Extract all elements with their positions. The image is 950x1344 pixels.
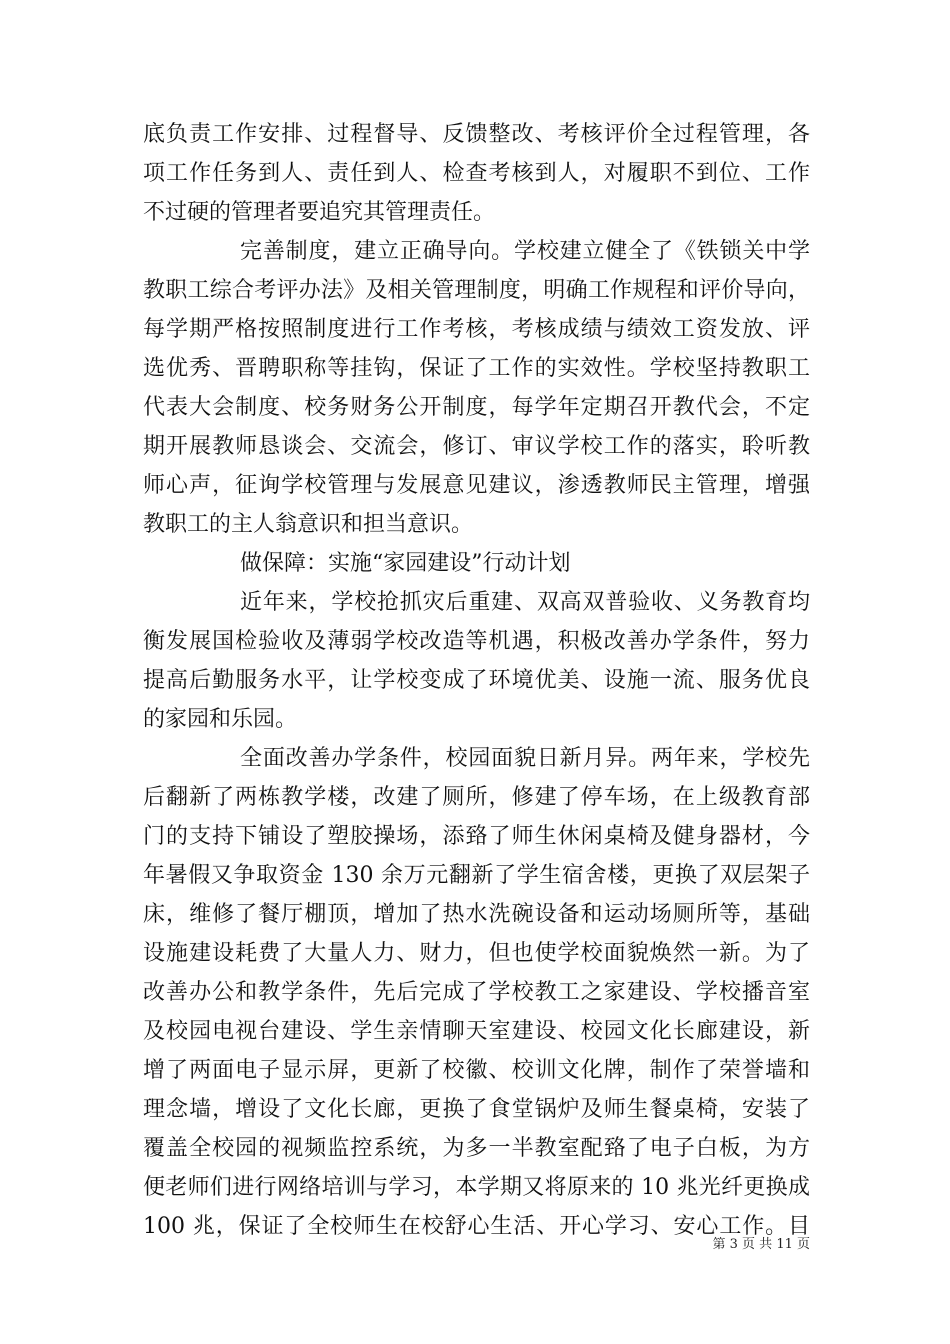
text-line: 设施建设耗费了大量人力、财力，但也使学校面貌焕然一新。为了 <box>143 941 810 966</box>
text-line: 底负责工作安排、过程督导、反馈整改、考核评价全过程管理，各 <box>143 122 810 147</box>
text-line: 及校园电视台建设、学生亲情聊天室建设、校园文化长廊建设，新 <box>143 1019 810 1044</box>
text-line: 年暑假又争取资金 130 余万元翻新了学生宿舍楼，更换了双层架子 <box>143 863 810 888</box>
page-footer: 第 3 页 共 11 页 <box>712 1237 810 1252</box>
text-line: 床，维修了餐厅棚顶，增加了热水洗碗设备和运动场厕所等，基础 <box>143 902 810 927</box>
text-line: 增了两面电子显示屏，更新了校徽、校训文化牌，制作了荣誉墙和 <box>143 1058 810 1083</box>
text-line: 改善办公和教学条件，先后完成了学校教工之家建设、学校播音室 <box>143 980 810 1005</box>
text-line: 衡发展国检验收及薄弱学校改造等机遇，积极改善办学条件，努力 <box>143 629 810 654</box>
text-line: 后翻新了两栋教学楼，改建了厕所，修建了停车场，在上级教育部 <box>143 785 810 810</box>
text-line: 100 兆，保证了全校师生在校舒心生活、开心学习、安心工作。目 <box>143 1214 810 1239</box>
text-line: 近年来，学校抢抓灾后重建、双高双普验收、义务教育均 <box>240 590 810 615</box>
text-line: 全面改善办学条件，校园面貌日新月异。两年来，学校先 <box>240 746 810 771</box>
text-line: 完善制度，建立正确导向。学校建立健全了《铁锁关中学 <box>240 239 810 264</box>
text-line: 选优秀、晋聘职称等挂钩，保证了工作的实效性。学校坚持教职工 <box>143 356 810 381</box>
text-line: 便老师们进行网络培训与学习，本学期又将原来的 10 兆光纤更换成 <box>143 1175 810 1200</box>
text-line: 理念墙，增设了文化长廊，更换了食堂锅炉及师生餐桌椅，安装了 <box>143 1097 810 1122</box>
text-line: 期开展教师恳谈会、交流会，修订、审议学校工作的落实，聆听教 <box>143 434 810 459</box>
text-line: 覆盖全校园的视频监控系统，为多一半教室配臵了电子白板，为方 <box>143 1136 810 1161</box>
text-line: 教职工综合考评办法》及相关管理制度，明确工作规程和评价导向， <box>143 278 810 303</box>
document-body <box>143 115 810 1246</box>
text-line: 做保障：实施“家园建设”行动计划 <box>240 551 571 576</box>
text-line: 代表大会制度、校务财务公开制度，每学年定期召开教代会，不定 <box>143 395 810 420</box>
text-line: 门的支持下铺设了塑胶操场，添臵了师生休闲桌椅及健身器材，今 <box>143 824 810 849</box>
text-line: 每学期严格按照制度进行工作考核，考核成绩与绩效工资发放、评 <box>143 317 810 342</box>
text-line: 项工作任务到人、责任到人、检查考核到人，对履职不到位、工作 <box>143 161 810 186</box>
text-line: 师心声，征询学校管理与发展意见建议，渗透教师民主管理，增强 <box>143 473 810 498</box>
text-line: 教职工的主人翁意识和担当意识。 <box>143 512 474 537</box>
text-line: 不过硬的管理者要追究其管理责任。 <box>143 200 496 225</box>
text-line: 提高后勤服务水平，让学校变成了环境优美、设施一流、服务优良 <box>143 668 810 693</box>
text-line: 的家园和乐园。 <box>143 707 298 732</box>
